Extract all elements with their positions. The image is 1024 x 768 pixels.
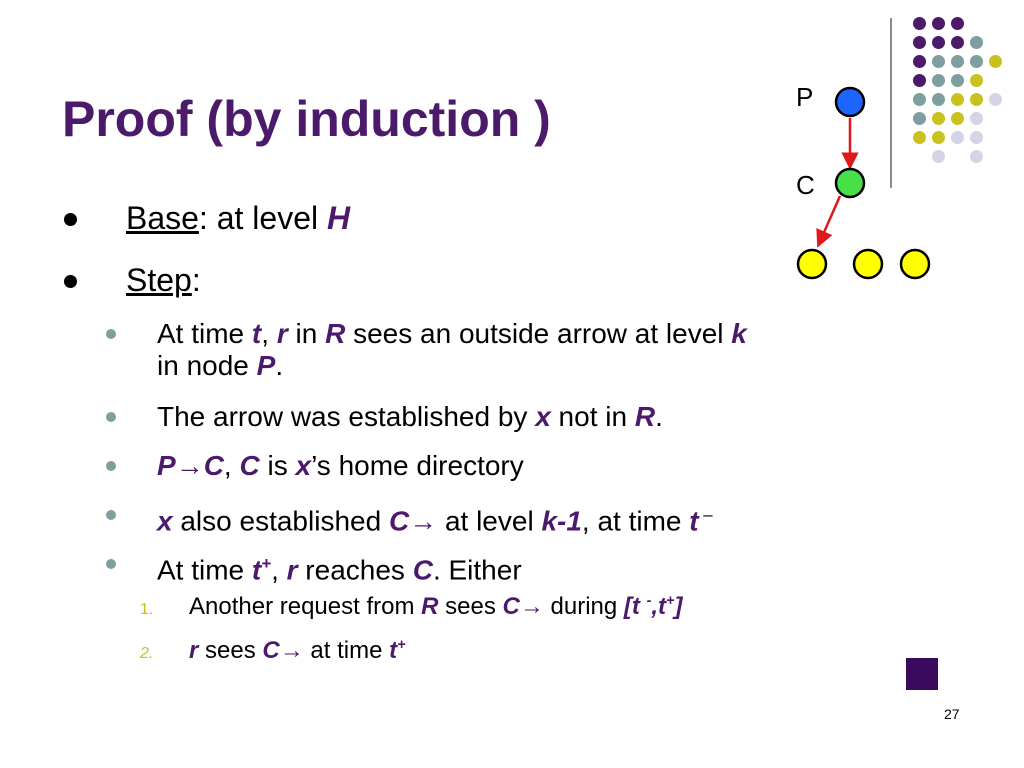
right-arrow-icon: → <box>519 593 544 620</box>
bullet-icon <box>106 412 116 422</box>
decor-dot <box>913 17 926 30</box>
bullet-icon <box>106 559 116 569</box>
decor-dot <box>932 17 945 30</box>
tree-diagram-graphic <box>760 70 980 290</box>
bullet-icon <box>64 213 77 226</box>
numbered-item-1: Another request from R sees C→ during [t -,t+] <box>189 593 683 620</box>
node-child-2 <box>854 250 882 278</box>
bullet-icon <box>106 329 116 339</box>
base-var: H <box>327 200 351 236</box>
decor-dot <box>989 55 1002 68</box>
arrow-c-to-child <box>818 196 840 246</box>
node-child-1 <box>798 250 826 278</box>
bullet-icon <box>106 510 116 520</box>
right-arrow-icon: → <box>279 637 304 664</box>
decor-dot <box>913 55 926 68</box>
number-marker: 1. <box>140 601 154 618</box>
number-marker: 2. <box>140 645 154 662</box>
sub-bullet-1: At time t, r in R sees an outside arrow at level k in node P. <box>157 318 747 381</box>
node-label-c: C <box>796 170 815 200</box>
base-word: Base <box>126 200 199 236</box>
node-p <box>836 88 864 116</box>
bullet-icon <box>64 275 77 288</box>
base-text: : at level <box>198 200 327 236</box>
node-label-p: P <box>796 82 814 112</box>
decor-dot <box>970 36 983 49</box>
sub-bullet-5: At time t+, r reaches C. Either <box>157 554 522 586</box>
sub-bullet-3: P→C, C is x’s home directory <box>157 450 524 481</box>
step-text: : <box>191 262 201 298</box>
decor-dot <box>913 36 926 49</box>
page-number: 27 <box>944 706 960 722</box>
right-arrow-icon: → <box>409 505 438 537</box>
decor-dot <box>989 93 1002 106</box>
step-word: Step <box>126 262 192 298</box>
bullet-step <box>126 262 201 299</box>
sub-bullet-4: x also established C→ at level k-1, at time t – <box>157 505 713 537</box>
sub-bullet-2: The arrow was established by x not in R. <box>157 401 663 432</box>
numbered-item-2: r sees C→ at time t+ <box>189 637 406 664</box>
decor-dot <box>932 55 945 68</box>
decor-dot <box>951 17 964 30</box>
decor-dot <box>951 36 964 49</box>
node-child-3 <box>901 250 929 278</box>
slide-title: Proof (by induction ) <box>62 91 551 147</box>
decor-dot <box>951 55 964 68</box>
node-c <box>836 169 864 197</box>
decor-dot <box>970 55 983 68</box>
bullet-icon <box>106 461 116 471</box>
right-arrow-icon: → <box>175 450 204 481</box>
bullet-base <box>126 200 350 237</box>
corner-square-decoration <box>906 658 938 690</box>
decor-dot <box>932 36 945 49</box>
